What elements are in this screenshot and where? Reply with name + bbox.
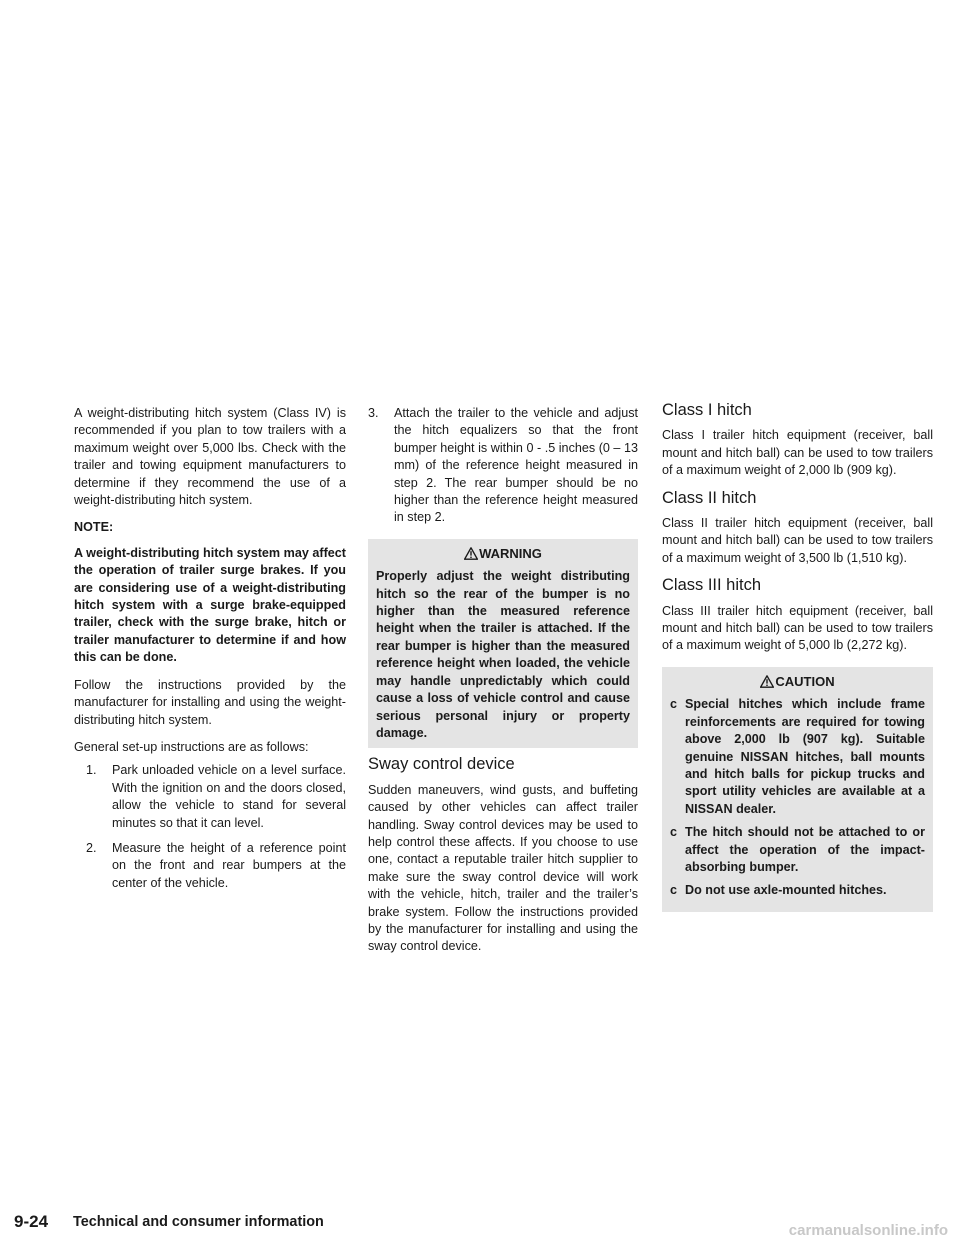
section-title: Technical and consumer information	[73, 1214, 324, 1230]
sway-control-text: Sudden maneuvers, wind gusts, and buffeting caused by other vehicles can affect trailer handling. Sway control devices may be used to help control these affects. If you choose to use one, contact a reputable trailer hitch supplier to make sure the sway control device will work with the vehicle, hitch, trailer and the trailer’s brake system. Follow the instructions provided by the manufacturer for installing and using the sway control device.	[368, 782, 638, 954]
setup-step: 2. Measure the height of a reference point on the front and rear bumpers at the center of the vehicle.	[86, 840, 346, 890]
setup-step: 3. Attach the trailer to the vehicle and adjust the hitch equalizers so that the front bumper height is within 0 - .5 inches (0 – 13 mm) of the reference height measured in step 2. The rear bumper should be no higher than the reference height measured in step 2.	[368, 406, 638, 525]
class1-heading: Class I hitch	[662, 401, 752, 419]
column-left	[74, 405, 346, 900]
setup-step: 1. Park unloaded vehicle on a level surface. With the ignition on and the doors closed, allow the vehicle to stand for several minutes so that it can level.	[86, 763, 346, 830]
caution-title: CAUTION	[775, 673, 835, 689]
sway-control-heading: Sway control device	[368, 755, 515, 774]
watermark: carmanualsonline.info	[788, 1222, 948, 1239]
caution-list	[670, 696, 925, 899]
setup-steps-continued	[368, 405, 638, 527]
class3-heading: Class III hitch	[662, 576, 762, 595]
caution-item: c The hitch should not be attached to or affect the operation of the impact-absorbing bumper.	[670, 825, 925, 874]
class2-text: Class II trailer hitch equipment (receiver, ball mount and hitch ball) can be used to tow trailers of a maximum weight of 3,500 lb (1,510 kg).	[662, 516, 933, 565]
class2-heading: Class II hitch	[662, 488, 757, 507]
bullet-icon: c	[670, 825, 678, 840]
warning-title: WARNING	[479, 545, 542, 561]
caution-triangle-icon	[760, 675, 774, 688]
warning-triangle-icon	[464, 547, 478, 560]
general-setup-label: General set-up instructions are as follows:	[74, 739, 309, 754]
caution-header	[670, 673, 925, 690]
page-number: 9-24	[14, 1212, 49, 1231]
column-middle	[368, 405, 638, 966]
warning-box	[368, 539, 638, 748]
intro-paragraph: A weight-distributing hitch system (Class IV) is recommended if you plan to tow trailers with a maximum weight over 5,000 lbs. Check with the trailer and towing equipment manufacturers to determine if they recommend the use of a weight-distributing hitch system.	[74, 406, 346, 508]
warning-header	[376, 545, 630, 562]
class1-text: Class I trailer hitch equipment (receiver, ball mount and hitch ball) can be used to tow trailers of a maximum weight of 2,000 lb (909 kg).	[662, 428, 933, 478]
bullet-icon: c	[670, 883, 678, 898]
column-right	[662, 402, 933, 920]
caution-item: c Do not use axle-mounted hitches.	[670, 882, 925, 899]
caution-box	[662, 667, 933, 912]
setup-steps	[74, 762, 346, 892]
follow-instructions: Follow the instructions provided by the manufacturer for installing and using the weight-distributing hitch system.	[74, 677, 346, 727]
caution-item: c Special hitches which include frame reinforcements are required for towing above 2,000 lb (907 kg). Suitable genuine NISSAN hitches, ball mounts and hitch balls for pickup trucks and sport utility vehicles are available at a NISSAN dealer.	[670, 697, 925, 816]
warning-text: Properly adjust the weight distributing hitch so the rear of the bumper is no higher than the measured reference height when the trailer is attached. If the rear bumper is higher than the measured reference height when loaded, the vehicle may handle unpredictably which could cause a loss of vehicle control and cause serious personal injury or property damage.	[376, 569, 630, 740]
note-text: A weight-distributing hitch system may affect the operation of trailer surge brakes. If you are considering use of a weight-distributing hitch system with a surge brake-equipped trailer, check with the surge brake, hitch or trailer manufacturer to determine if and how this can be done.	[74, 545, 346, 665]
class3-text: Class III trailer hitch equipment (receiver, ball mount and hitch ball) can be used to tow trailers of a maximum weight of 5,000 lb (2,272 kg).	[662, 603, 933, 653]
note-label: NOTE:	[74, 520, 114, 535]
bullet-icon: c	[670, 697, 678, 712]
